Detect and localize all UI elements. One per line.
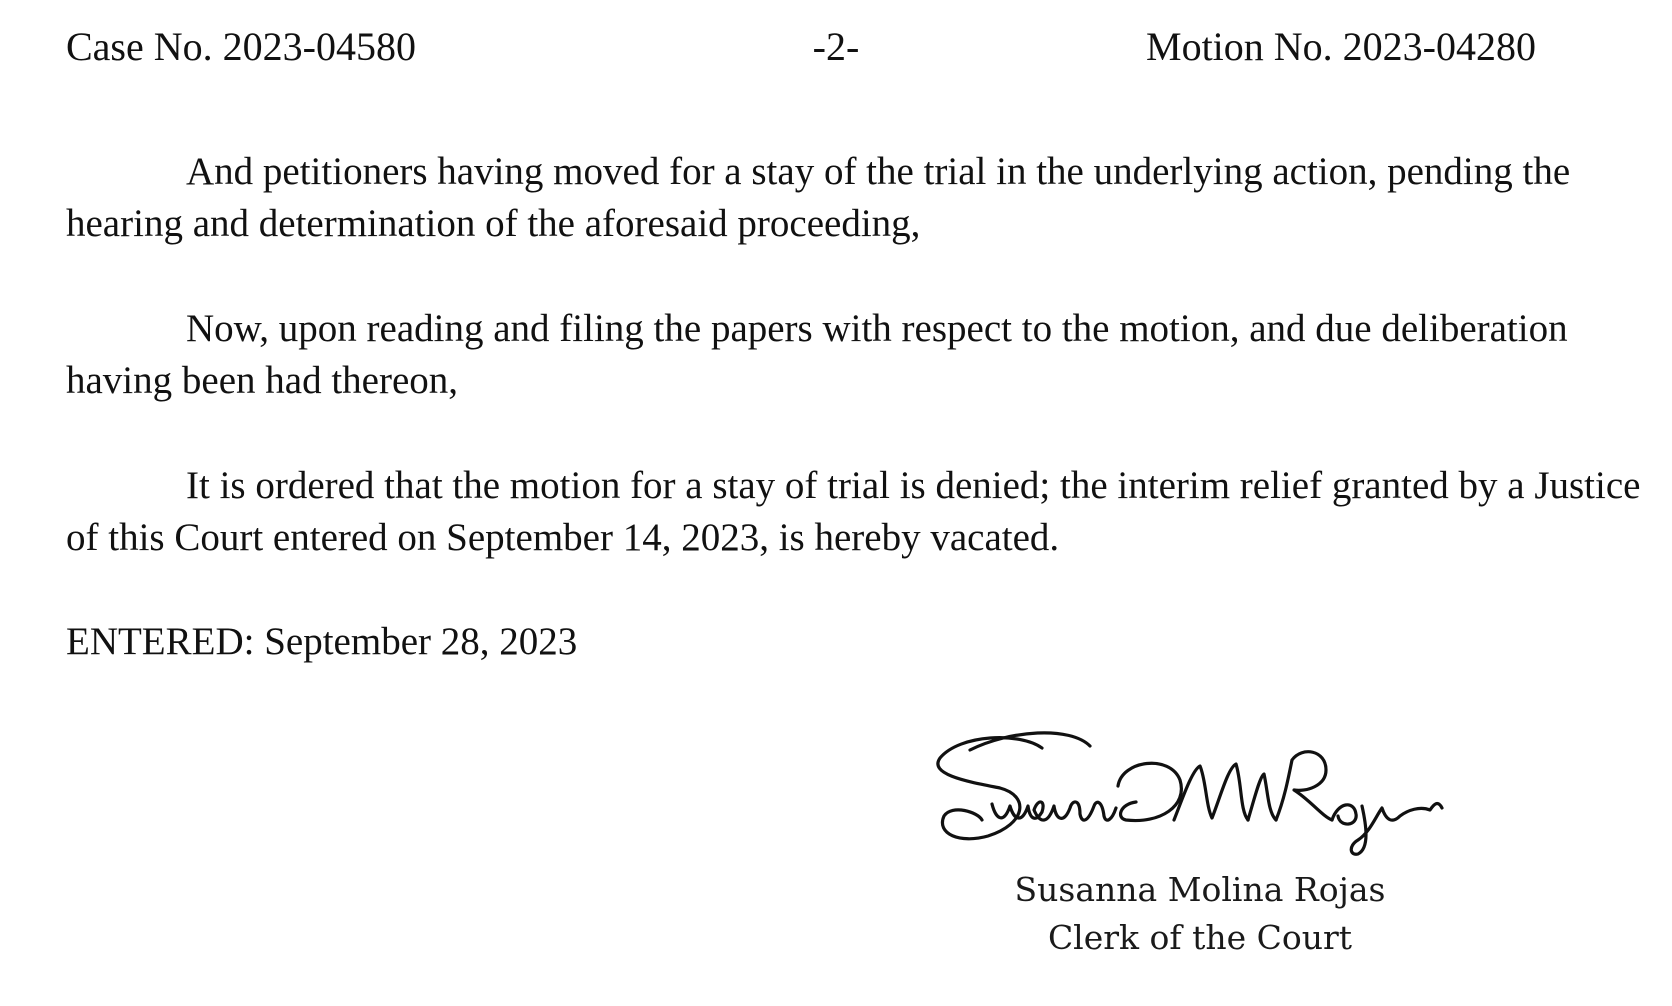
paragraph-motion-for-stay: And petitioners having moved for a stay of the trial in the underlying action, pending the hearing and determination of the aforesaid proceeding, [66,150,1571,245]
signer-name: Susanna Molina Rojas [1014,870,1386,909]
motion-number: Motion No. 2023-04280 [1146,24,1536,69]
paragraph-upon-reading: Now, upon reading and filing the papers with respect to the motion, and due deliberation having been had thereon, [66,307,1568,402]
paragraph-order: It is ordered that the motion for a stay of trial is denied; the interim relief granted by a Justice of this Court entered on September 14, 2023, is hereby vacated. [66,464,1641,559]
entered-date: ENTERED: September 28, 2023 [66,620,578,663]
page-number: -2- [812,24,860,69]
handwritten-signature [930,720,1490,870]
signer-title: Clerk of the Court [1047,918,1353,957]
case-number: Case No. 2023-04580 [66,24,416,69]
signature-block [980,866,1420,962]
page-header [66,22,1536,72]
